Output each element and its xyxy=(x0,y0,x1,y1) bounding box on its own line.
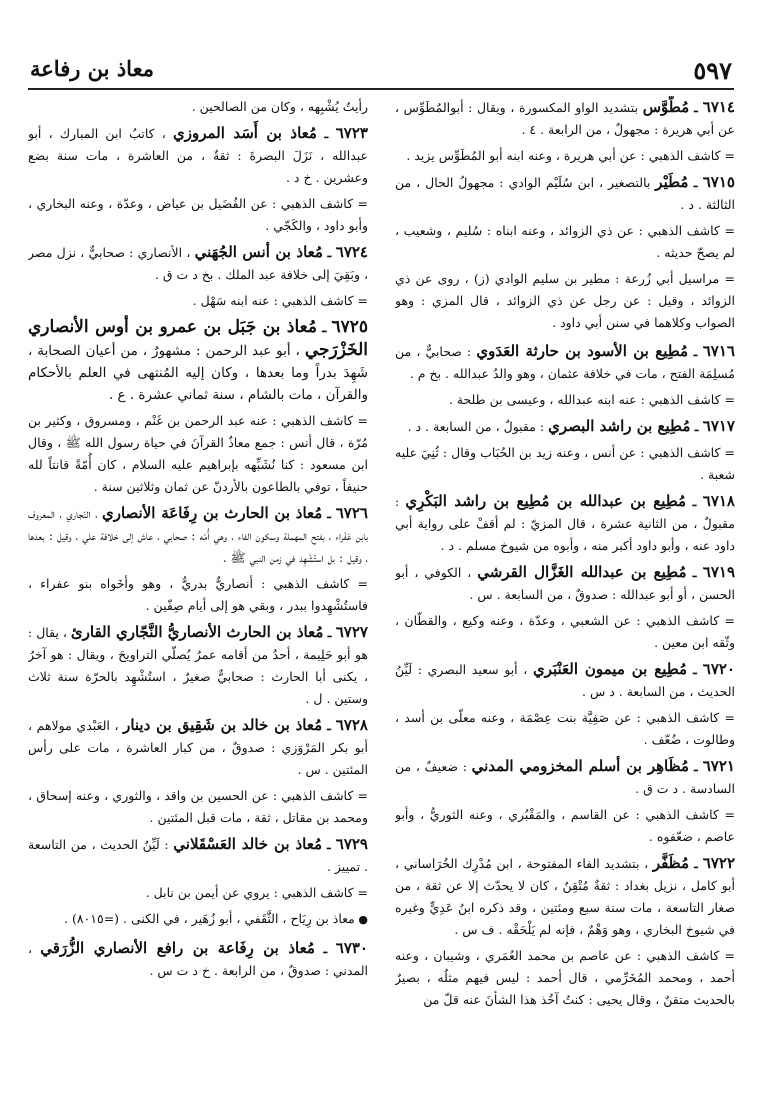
cross-reference-note xyxy=(28,908,368,931)
biography-entry xyxy=(28,621,368,710)
entry-text: بتشديد الواو المكسورة ، ويقال : أبوالمُطَوِّس ، عن أبي هريرة : مجهولٌ ، من الرابعة . ٤ . xyxy=(395,100,735,137)
entry-name: مُعاذ بن رِفَاعة بن رافع الأنصاري الزُّرَقي xyxy=(40,939,315,957)
biography-entry xyxy=(28,833,368,878)
entry-number: ٦٧٢٣ xyxy=(335,124,368,142)
entry-number: ٦٧٣٠ xyxy=(335,939,368,957)
right-column xyxy=(395,96,735,1096)
biography-entry xyxy=(28,316,368,406)
entry-text: ، يقال : هو أبو حَلِيمة ، أحدُ من أقامه عمرُ يُصلّي التراويحَ ، ويقال : هو آخرُ ، يكنى أبا الحارث : صحابيٌّ صغيرٌ ، استُشْهِد بالحرّة سنة ثلاث وستين . ل . xyxy=(28,625,368,706)
entry-text: ، الكوفي ، أبو الحسن ، أو أبو عبدالله : صدوقٌ ، من السابعة . س . xyxy=(395,565,735,602)
biography-entry xyxy=(395,96,735,141)
cross-reference-text: معاذ بن رِيَاح ، الثَّقَفي ، أبو زُهَير ، في الكنى . (=٨٠١٥) . xyxy=(64,911,355,926)
entry-dash: ـ xyxy=(688,175,703,190)
entry-dash: ـ xyxy=(687,662,703,677)
biography-entry xyxy=(395,561,735,606)
entry-number: ٦٧٢٢ xyxy=(702,854,735,872)
entry-text: : لَيِّنُ الحديث ، من التاسعة . تمييز . xyxy=(28,837,368,874)
biography-entry xyxy=(395,658,735,703)
entry-text: ، النّجاري ، المعروف بابن عَفْراء ، بفتح المهملة وسكون الفاء ، وهي أُمّه : صحابي ، عاش إلى خلافة علي ، وقيل : بعدها ، وقيل : بل استُشْهِد في زمن النبي ﷺ . xyxy=(28,506,368,565)
continuation-text: رأيتُ يُشْبِهه ، وكان من الصالحين . xyxy=(191,99,368,114)
entry-dash: ـ xyxy=(316,320,332,336)
entry-name: مُطِيع بن عبدالله الغَزَّال القرشي xyxy=(477,563,687,581)
kashif-note: = كاشف الذهبي : عنه ابنه سَهْل . xyxy=(192,293,368,308)
entry-number: ٦٧٢٠ xyxy=(702,660,735,678)
entry-dash: ـ xyxy=(690,419,703,434)
biography-entry xyxy=(28,714,368,781)
entry-text: : ضعيفٌ ، من السادسة . د ت ق . xyxy=(395,759,735,796)
biography-entry xyxy=(395,340,735,385)
entry-name: مُعاذ بن أَسَد المروزي xyxy=(173,124,317,142)
entry-number: ٦٧١٧ xyxy=(702,417,735,435)
entry-name: مُعاذ بن خالد بن شَقِيق بن دينار xyxy=(123,716,323,734)
entry-text: بالتصغير ، ابن سُلَيْم الوادي : مجهولُ الحال ، من الثالثة . د . xyxy=(395,175,735,212)
entry-name: مُعاذ بن خالد العَسْقَلاني xyxy=(173,835,323,853)
entry-dash: ـ xyxy=(323,625,336,640)
entry-number: ٦٧١٥ xyxy=(702,173,735,191)
entry-number: ٦٧٢٧ xyxy=(335,623,368,641)
entry-name: مُظَاهِر بن أسلم المخزومي المدني xyxy=(471,757,689,775)
entry-name: مُطَّوَّس xyxy=(642,98,690,116)
kashif-note: = كاشف الذهبي : عن أبي هريرة ، وعنه ابنه أبو المُطَوِّس يزيد . xyxy=(406,148,735,163)
kashif-note: = كاشف الذهبي : أنصاريٌّ بدريٌّ ، وهو وأخَواه بنو عفراء ، فاستُشْهِدوا ببدر ، وبقي هو إلى أيام صِفّين . xyxy=(28,576,368,613)
entry-name: مُطِيع بن الأسود بن حارثة العَدَوي xyxy=(476,342,689,360)
entry-number: ٦٧١٤ xyxy=(702,98,735,116)
kashif-note: = كاشف الذهبي : عن القاسم ، والمَقْبُري ، وعنه الثوريُّ ، وأبو عاصم ، ضعّفوه . xyxy=(395,807,735,844)
entry-name: مُعاذ بن الحارث الأنصاريُّ النَّجّاري القارئ xyxy=(70,623,324,641)
entry-text: : مقبولٌ ، من السابعة . د . xyxy=(407,419,545,434)
kashif-note: = كاشف الذهبي : عن الشعبي ، وعدّة ، وعنه وكيع ، والقطّان ، وثّقه ابن معين . xyxy=(395,613,735,650)
entry-text: ، المدني : صدوقٌ ، من الرابعة . خ د ت س . xyxy=(28,941,368,978)
entry-dash: ـ xyxy=(314,941,336,956)
marasil-note: = مراسيل أبي زُرعة : مطير بن سليم الوادي (ز) ، روى عن ذي الزوائد ، وقيل : عن رجل عن ذي الزوائد ، قال المزي : وهو الصواب وكلاهما في سنن أبي داود . xyxy=(395,271,735,330)
biography-entry xyxy=(28,122,368,189)
entry-text: : مقبولٌ ، من الثانية عشرة ، قال المزيّ : لم أقفْ على رواية أبي داود عنه ، وأبو داود أكبر منه ، وأبوه من شيوخ مسلم . د . xyxy=(395,494,735,553)
biography-entry xyxy=(395,755,735,800)
page-number: ٥٩٧ xyxy=(693,56,732,85)
biography-entry xyxy=(395,415,735,438)
kashif-note: = كاشف الذهبي : عنه ابنه عبدالله ، وعيسى بن طلحة . xyxy=(448,392,735,407)
entry-text: ، أبو سعيد البصري : لَيِّنُ الحديث ، من السابعة . د س . xyxy=(395,662,735,699)
entry-number: ٦٧٢٩ xyxy=(335,835,368,853)
entry-name: مُطِيع بن راشد البصري xyxy=(548,417,691,435)
entry-name: مُطِيع بن عبدالله بن مُطِيع بن راشد البَكْرِي xyxy=(405,492,687,510)
biography-entry xyxy=(28,241,368,286)
running-title: معاذ بن رفاعة xyxy=(30,56,154,81)
entry-name: مُطِيع بن ميمون العَنْبَري xyxy=(532,660,688,678)
entry-text: ، الأنصاري : صحابيٌّ ، نزل مصر ، وبَقِيَ إلى خلافة عبد الملك . بخ د ت ق . xyxy=(28,245,368,282)
entry-number: ٦٧١٦ xyxy=(702,342,735,360)
entry-number: ٦٧١٩ xyxy=(702,563,735,581)
entry-number: ٦٧٢١ xyxy=(702,757,735,775)
entry-dash: ـ xyxy=(689,856,703,871)
entry-name: مُعاذ بن أنس الجُهَني xyxy=(194,243,323,261)
entry-dash: ـ xyxy=(322,245,336,260)
entry-text: ، بتشديد الفاء المفتوحة ، ابن مُدْرِك الخُرَاساني ، أبو كامل ، نزيل بغداد : ثقةٌ مُتْقِنٌ ، كان لا يحدّث إلا عن ثقة ، من صغار التاسعة ، مات سنة سبع ومئتين ، وقد ذكره ابنُ عَدِيٍّ وغيره في شيوخ البخاري ، وهو وَهْمٌ ، فإنه لم يَلْحَقْه . ف س . xyxy=(395,856,735,937)
bullet-icon: ● xyxy=(354,913,368,926)
entry-text: ، كاتبُ ابن المبارك ، أبو عبدالله ، نَزَلَ البصرةَ : ثقةٌ ، من العاشرة ، مات سنة بضع وعشرين . خ د . xyxy=(28,126,368,185)
entry-dash: ـ xyxy=(316,126,336,141)
entry-number: ٦٧٢٦ xyxy=(335,504,368,522)
entry-dash: ـ xyxy=(322,506,336,521)
entry-dash: ـ xyxy=(686,494,703,509)
biography-entry xyxy=(395,490,735,557)
biography-entry xyxy=(395,171,735,216)
entry-dash: ـ xyxy=(322,718,336,733)
kashif-note: = كاشف الذهبي : عن الفُضَيل بن عياض ، وعدّة ، وعنه البخاري ، وأبو داود ، والكَجّي . xyxy=(28,196,368,233)
kashif-note: = كاشف الذهبي : عن أنس ، وعنه زيد بن الحُبَاب وقال : ثُنِيَ عليه شعبة . xyxy=(395,445,735,482)
entry-dash: ـ xyxy=(686,565,703,580)
kashif-note: = كاشف الذهبي : عنه عبد الرحمن بن غَنْم ، ومسروق ، وكثير بن مُرّة ، قال أنس : جمع معاذٌ القرآنَ في حياة رسول الله ﷺ ، وقال ابن مسعود : كنا نُشَبِّهه بإبراهيم عليه السلام ، كان أُمّةً قانتاً لله حنيفاً ، توفي بالطاعون بالأردنّ عن ثمان وثلاثين سنة . xyxy=(28,413,368,494)
kashif-note: = كاشف الذهبي : عن صَفِيَّة بنت عِصْمَة ، وعنه معلّى بن أسد ، وطالوت ، ضُعّف . xyxy=(395,710,735,747)
biography-entry xyxy=(28,937,368,982)
left-column xyxy=(28,96,368,1096)
entry-dash: ـ xyxy=(688,344,703,359)
entry-name: مُطَيْر xyxy=(655,173,689,191)
entry-number: ٦٧٢٤ xyxy=(335,243,368,261)
biography-entry xyxy=(28,502,368,569)
entry-dash: ـ xyxy=(322,837,336,852)
biography-entry xyxy=(395,852,735,941)
entry-number: ٦٧١٨ xyxy=(702,492,735,510)
kashif-note: = كاشف الذهبي : يروي عن أيمن بن نابل . xyxy=(145,885,368,900)
kashif-note: = كاشف الذهبي : عن الحسين بن واقد ، والثوري ، وعنه إسحاق ، ومحمد بن مقاتل ، ثقة ، مات قبل المئتين . xyxy=(28,788,368,825)
entry-text: : صحابيٌّ ، من مُسلِمَة الفتح ، مات في خلافة عثمان ، وهو والدُ عبدالله . بخ م . xyxy=(395,344,735,381)
page-header xyxy=(28,54,734,90)
kashif-note: = كاشف الذهبي : عن عاصم بن محمد العُمَري ، وشيبان ، وعنه أحمد ، ومحمد المُخَرِّمي ، قال أحمد : ليس فيهم مثلُه ، بصيرٌ بالحديث متقنٌ ، وقال يحيى : كنتُ آخُذ هذا الشأنَ عنه قلّ من xyxy=(395,948,735,1007)
entry-name: مُعاذ بن الحارث بن رِفَاعَة الأنصاري xyxy=(101,504,323,522)
entry-dash: ـ xyxy=(688,759,703,774)
entry-name: مُظَفَّر xyxy=(652,854,690,872)
entry-number: ٦٧٢٨ xyxy=(335,716,368,734)
entry-text: ، أبو عبد الرحمن : مشهورٌ ، من أعيان الصحابة ، شَهِدَ بدراً وما بعدها ، وكان إليه المُنتهى في العلم بالأحكام والقرآن ، مات بالشام ، سنة ثماني عشرة . ع . xyxy=(28,343,368,403)
entry-text: ، العَبْدي مولاهم ، أبو بكر المَرْوَزي : صدوقٌ ، من كبار العاشرة ، مات على رأس المئتين . س . xyxy=(28,718,368,777)
entry-name: مُعاذ بن جَبَل بن عمرو بن أوس الأنصاري الخَزْرَجي xyxy=(28,317,368,360)
entry-number: ٦٧٢٥ xyxy=(331,317,368,337)
entry-dash: ـ xyxy=(689,100,703,115)
kashif-note: = كاشف الذهبي : عن ذي الزوائد ، وعنه ابناه : سُليم ، وشعيب ، لم يصحّ حديثه . xyxy=(395,223,735,260)
